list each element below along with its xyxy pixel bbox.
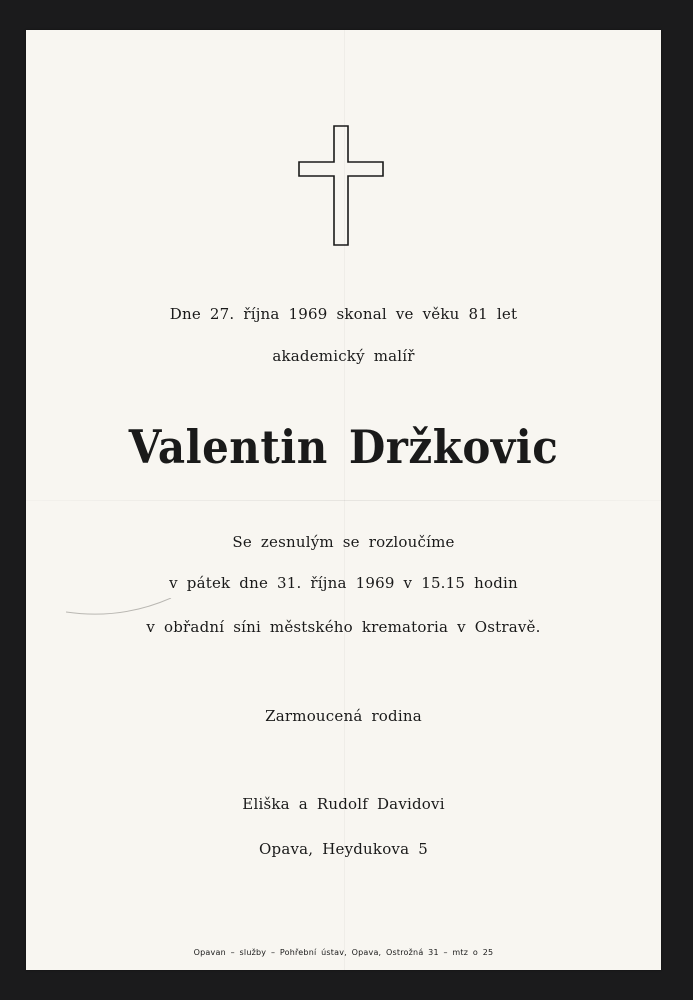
farewell-line-3: v obřadní síni městského krematoria v Ostravě. (146, 618, 541, 636)
profession-line: akademický malíř (272, 347, 415, 365)
death-date-line: Dne 27. října 1969 skonal ve věku 81 let (169, 305, 518, 323)
farewell-line-1: Se zesnulým se rozloučíme (232, 533, 455, 551)
farewell-line-2: v pátek dne 31. října 1969 v 15.15 hodin (169, 574, 518, 592)
deceased-name: Valentin Držkovic (128, 421, 559, 474)
address-line: Opava, Heydukova 5 (259, 840, 428, 858)
cross-icon (298, 125, 386, 247)
death-notice-sheet (26, 30, 661, 970)
printer-footer: Opavan – služby – Pohřební ústav, Opava, Ostrožná 31 – mtz o 25 (193, 948, 494, 957)
mourners-line: Zarmoucená rodina (265, 707, 422, 725)
family-line: Eliška a Rudolf Davidovi (242, 795, 445, 813)
